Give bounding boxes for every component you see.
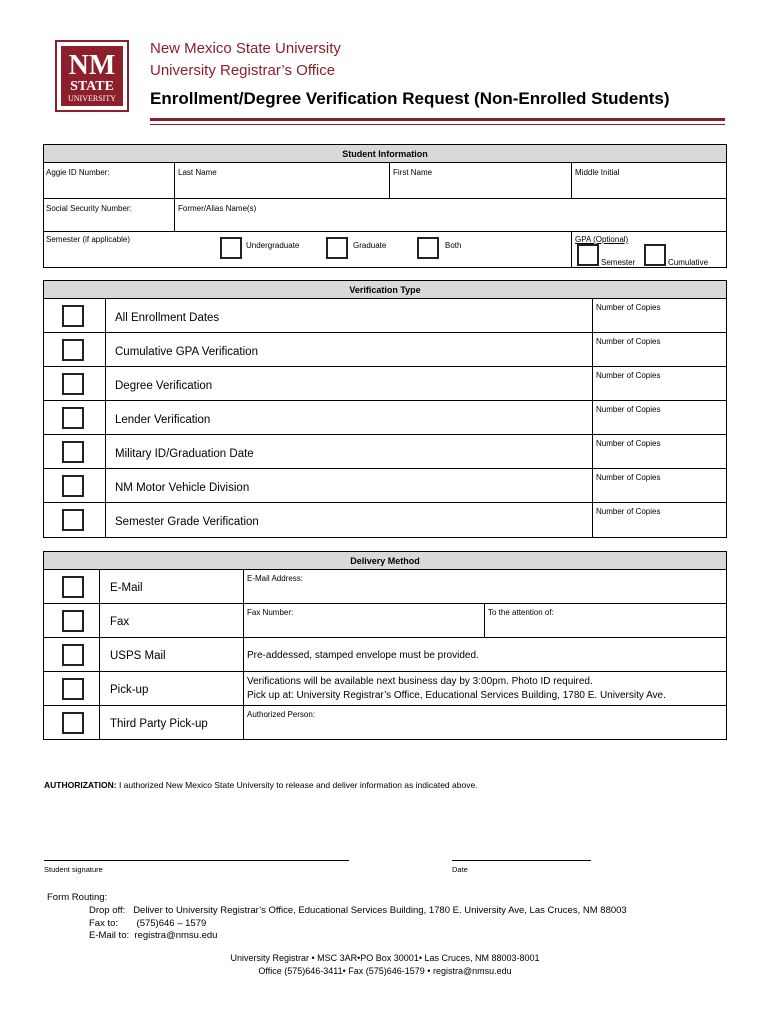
university-name: New Mexico State University <box>150 40 341 57</box>
delivery-row-usps <box>44 638 726 672</box>
copies-field[interactable]: Number of Copies <box>596 405 661 414</box>
copies-field[interactable]: Number of Copies <box>596 507 661 516</box>
email-to-address[interactable]: registra@nmsu.edu <box>134 930 218 942</box>
verification-row <box>44 333 726 367</box>
gpa-semester-checkbox[interactable] <box>577 244 599 266</box>
fax-attention-field[interactable]: To the attention of: <box>488 608 554 617</box>
both-checkbox[interactable] <box>417 237 439 259</box>
verification-type-section <box>43 280 727 538</box>
authorized-person-field[interactable]: Authorized Person: <box>247 710 316 719</box>
drop-off-label: Drop off: <box>89 904 126 916</box>
both-label: Both <box>445 241 462 250</box>
delivery-row-fax <box>44 604 726 638</box>
date-label: Date <box>452 865 468 874</box>
copies-field[interactable]: Number of Copies <box>596 371 661 380</box>
form-title: Enrollment/Degree Verification Request (Non-Enrolled Students) <box>150 89 670 108</box>
signature-label: Student signature <box>44 865 103 874</box>
student-ssn-row <box>44 199 726 232</box>
delivery-method-section <box>43 551 727 740</box>
gpa-cumulative-label: Cumulative <box>668 258 709 267</box>
ssn-field[interactable]: Social Security Number: <box>46 204 132 213</box>
former-names-field[interactable]: Former/Alias Name(s) <box>178 204 257 213</box>
verification-checkbox[interactable] <box>62 475 84 497</box>
undergraduate-checkbox[interactable] <box>220 237 242 259</box>
verification-label: Degree Verification <box>115 380 213 392</box>
header-rule <box>150 118 725 121</box>
verification-row <box>44 299 726 333</box>
gpa-cumulative-checkbox[interactable] <box>644 244 666 266</box>
routing-fax <box>47 918 627 931</box>
verification-row <box>44 503 726 537</box>
usps-checkbox[interactable] <box>62 644 84 666</box>
student-info-heading: Student Information <box>44 145 726 163</box>
student-name-row <box>44 163 726 199</box>
delivery-method-heading: Delivery Method <box>44 552 726 570</box>
routing-drop-off <box>47 905 627 918</box>
student-info-section <box>43 144 727 268</box>
verification-label: All Enrollment Dates <box>115 312 220 324</box>
third-party-label: Third Party Pick-up <box>110 718 208 730</box>
usps-label: USPS Mail <box>110 650 166 662</box>
logo-text-university: UNIVERSITY <box>68 94 116 103</box>
verification-label: Military ID/Graduation Date <box>115 448 254 460</box>
last-name-field[interactable]: Last Name <box>178 168 217 177</box>
pickup-label: Pick-up <box>110 684 149 696</box>
authorization-text: I authorized New Mexico State University to release and deliver information as indicated above. <box>118 780 478 790</box>
fax-to-number: (575)646 – 1579 <box>136 917 207 929</box>
office-name: University Registrar’s Office <box>150 62 336 79</box>
email-label: E-Mail <box>110 582 143 594</box>
fax-to-label: Fax to: <box>89 917 119 929</box>
usps-note: Pre-addessed, stamped envelope must be provided. <box>247 650 479 661</box>
signature-line[interactable] <box>44 860 349 861</box>
logo-text-nm: NM <box>68 50 116 81</box>
middle-initial-field[interactable]: Middle Initial <box>575 168 620 177</box>
third-party-checkbox[interactable] <box>62 712 84 734</box>
copies-field[interactable]: Number of Copies <box>596 337 661 346</box>
authorization-label: AUTHORIZATION: <box>44 780 117 790</box>
pickup-checkbox[interactable] <box>62 678 84 700</box>
routing-title: Form Routing: <box>47 892 108 903</box>
verification-checkbox[interactable] <box>62 509 84 531</box>
footer-contact: Office (575)646-3411• Fax (575)646-1579 • registra@nmsu.edu <box>258 966 512 976</box>
email-to-label: E-Mail to: <box>89 930 130 942</box>
copies-field[interactable]: Number of Copies <box>596 473 661 482</box>
verification-checkbox[interactable] <box>62 407 84 429</box>
pickup-note-2: Pick up at: University Registrar’s Office, Educational Services Building, 1780 E. University Ave. <box>247 690 666 701</box>
drop-off-text: Deliver to University Registrar’s Office, Educational Services Building, 1780 E. University Ave, Las Cruces, NM 88003 <box>133 904 627 916</box>
routing-email <box>47 930 627 943</box>
verification-row <box>44 401 726 435</box>
fax-checkbox[interactable] <box>62 610 84 632</box>
delivery-row-third-party <box>44 706 726 740</box>
verification-label: NM Motor Vehicle Division <box>115 482 250 494</box>
verification-label: Semester Grade Verification <box>115 516 259 528</box>
delivery-row-email <box>44 570 726 604</box>
student-semester-row <box>44 232 726 268</box>
semester-label: Semester (if applicable) <box>46 235 131 244</box>
aggie-id-field[interactable]: Aggie ID Number: <box>46 168 110 177</box>
gpa-semester-label: Semester <box>601 258 636 267</box>
nmsu-logo <box>55 40 129 112</box>
undergraduate-label: Undergraduate <box>246 241 300 250</box>
verification-label: Lender Verification <box>115 414 211 426</box>
verification-checkbox[interactable] <box>62 373 84 395</box>
verification-checkbox[interactable] <box>62 441 84 463</box>
fax-number-field[interactable]: Fax Number: <box>247 608 294 617</box>
delivery-row-pickup <box>44 672 726 706</box>
verification-type-heading: Verification Type <box>44 281 726 299</box>
footer-address: University Registrar • MSC 3AR•PO Box 30001• Las Cruces, NM 88003-8001 <box>230 953 540 963</box>
verification-row <box>44 367 726 401</box>
verification-checkbox[interactable] <box>62 339 84 361</box>
logo-text-state: STATE <box>70 79 114 94</box>
fax-label: Fax <box>110 616 130 628</box>
gpa-optional-label: GPA (Optional) <box>575 235 629 244</box>
first-name-field[interactable]: First Name <box>393 168 433 177</box>
copies-field[interactable]: Number of Copies <box>596 439 661 448</box>
verification-row <box>44 469 726 503</box>
form-routing <box>47 892 627 943</box>
verification-checkbox[interactable] <box>62 305 84 327</box>
verification-row <box>44 435 726 469</box>
date-line[interactable] <box>452 860 591 861</box>
pickup-note-1: Verifications will be available next business day by 3:00pm. Photo ID required. <box>247 676 593 687</box>
verification-label: Cumulative GPA Verification <box>115 346 258 358</box>
email-address-field[interactable]: E-Mail Address: <box>247 574 304 583</box>
graduate-label: Graduate <box>353 241 387 250</box>
authorization-statement <box>44 780 478 790</box>
graduate-checkbox[interactable] <box>326 237 348 259</box>
header-rule-thin <box>150 124 725 125</box>
copies-field[interactable]: Number of Copies <box>596 303 661 312</box>
email-checkbox[interactable] <box>62 576 84 598</box>
